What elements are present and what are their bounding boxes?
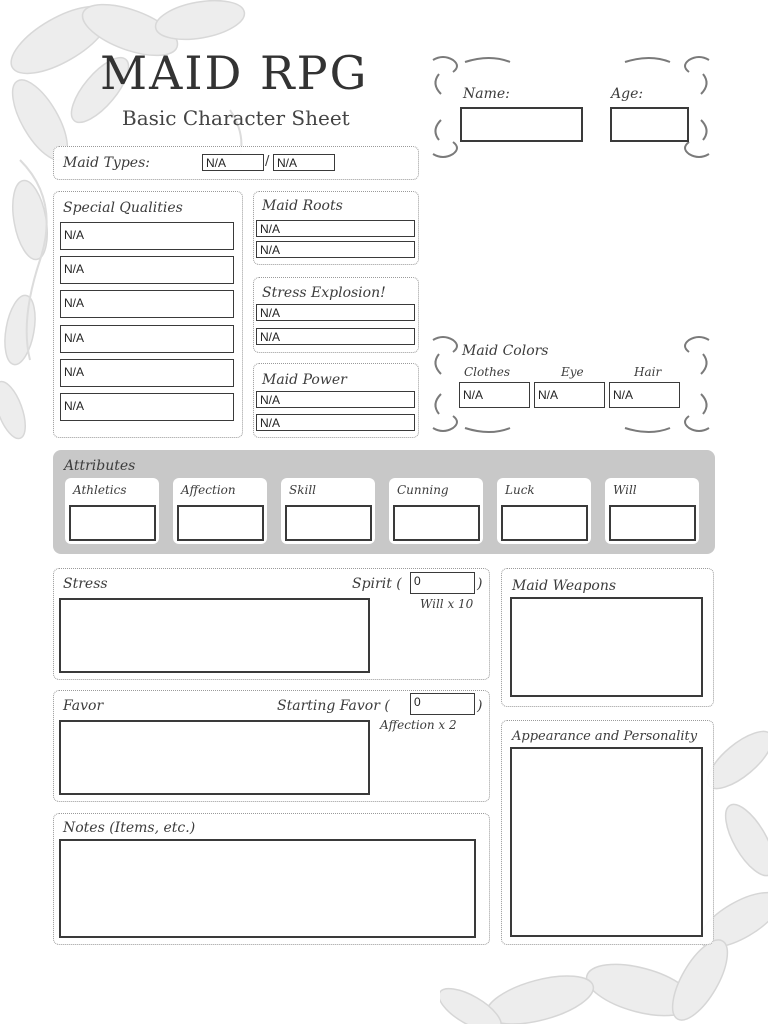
maid-colors-label: Maid Colors: [462, 343, 549, 359]
notes-label: Notes (Items, etc.): [63, 820, 196, 836]
special-quality-2-input[interactable]: N/A: [60, 256, 234, 284]
starting-favor-close-paren: ): [477, 698, 483, 714]
maid-power-label: Maid Power: [262, 372, 347, 388]
eye-label: Eye: [561, 365, 584, 379]
attribute-input-will[interactable]: [609, 505, 696, 541]
attribute-input-cunning[interactable]: [393, 505, 480, 541]
name-label: Name:: [463, 86, 510, 102]
special-quality-1-input[interactable]: N/A: [60, 222, 234, 250]
maid-weapons-input[interactable]: [510, 597, 703, 697]
notes-input[interactable]: [59, 839, 476, 938]
attribute-name-athletics: Athletics: [73, 483, 127, 497]
maid-roots-label: Maid Roots: [262, 198, 343, 214]
spirit-formula: Will x 10: [420, 597, 474, 611]
maid-type-1-input[interactable]: N/A: [202, 154, 264, 171]
clothes-label: Clothes: [464, 365, 511, 379]
maid-weapons-label: Maid Weapons: [512, 578, 617, 594]
name-input[interactable]: [460, 107, 583, 142]
starting-favor-formula: Affection x 2: [380, 718, 457, 732]
stress-label: Stress: [63, 576, 108, 592]
attribute-name-skill: Skill: [289, 483, 317, 497]
maid-root-1-input[interactable]: N/A: [256, 220, 415, 237]
attribute-input-skill[interactable]: [285, 505, 372, 541]
page-subtitle: Basic Character Sheet: [122, 106, 350, 130]
special-quality-3-input[interactable]: N/A: [60, 290, 234, 318]
spirit-close-paren: ): [477, 576, 483, 592]
special-quality-5-input[interactable]: N/A: [60, 359, 234, 387]
appearance-label: Appearance and Personality: [512, 729, 698, 744]
favor-input[interactable]: [59, 720, 370, 795]
attributes-label: Attributes: [64, 458, 136, 474]
maid-type-2-input[interactable]: N/A: [273, 154, 335, 171]
stress-explosion-label: Stress Explosion!: [262, 285, 386, 301]
page-title: MAID RPG: [100, 46, 369, 100]
appearance-input[interactable]: [510, 747, 703, 937]
stress-explosion-2-input[interactable]: N/A: [256, 328, 415, 345]
maid-power-2-input[interactable]: N/A: [256, 414, 415, 431]
hair-color-input[interactable]: N/A: [609, 382, 680, 408]
age-input[interactable]: [610, 107, 689, 142]
favor-label: Favor: [63, 698, 104, 714]
attribute-input-affection[interactable]: [177, 505, 264, 541]
special-qualities-label: Special Qualities: [63, 200, 183, 216]
spirit-input[interactable]: 0: [410, 572, 475, 594]
starting-favor-input[interactable]: 0: [410, 693, 475, 715]
attribute-name-affection: Affection: [181, 483, 236, 497]
starting-favor-label: Starting Favor (: [277, 698, 390, 714]
maid-types-label: Maid Types:: [63, 155, 150, 171]
stress-explosion-1-input[interactable]: N/A: [256, 304, 415, 321]
stress-input[interactable]: [59, 598, 370, 673]
maid-root-2-input[interactable]: N/A: [256, 241, 415, 258]
special-quality-4-input[interactable]: N/A: [60, 325, 234, 353]
clothes-color-input[interactable]: N/A: [459, 382, 530, 408]
attribute-input-luck[interactable]: [501, 505, 588, 541]
age-label: Age:: [611, 86, 644, 102]
maid-types-separator: /: [265, 154, 270, 169]
attribute-name-will: Will: [613, 483, 637, 497]
spirit-label: Spirit (: [352, 576, 402, 592]
special-quality-6-input[interactable]: N/A: [60, 393, 234, 421]
hair-label: Hair: [634, 365, 662, 379]
attribute-name-cunning: Cunning: [397, 483, 449, 497]
maid-power-1-input[interactable]: N/A: [256, 391, 415, 408]
attribute-input-athletics[interactable]: [69, 505, 156, 541]
attribute-name-luck: Luck: [505, 483, 535, 497]
eye-color-input[interactable]: N/A: [534, 382, 605, 408]
